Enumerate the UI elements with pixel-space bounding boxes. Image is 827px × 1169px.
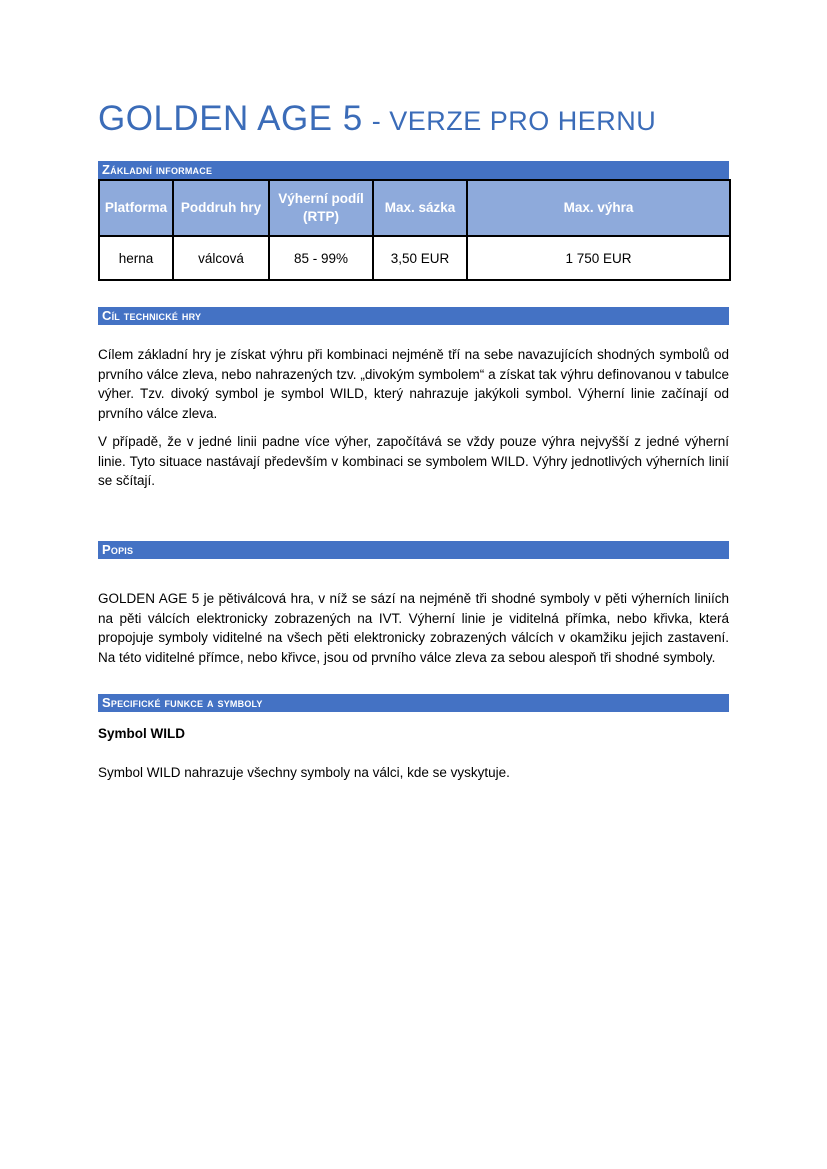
- table-header-row: [99, 180, 730, 236]
- section-header-label: Popis: [102, 541, 134, 557]
- table-header-max-vyhra: Max. výhra: [467, 180, 730, 236]
- paragraph-cil-2: V případě, že v jedné linii padne více výher, započítává se vždy pouze výhra nejvyšší z jedné výherní linie. Tyto situace nastávají především v kombinaci se symbolem WILD. Výhry jednotlivých výherních linií se sčítají.: [98, 433, 729, 489]
- page-title-main: GOLDEN AGE 5: [98, 99, 363, 138]
- section-header-label: Specifické funkce a symboly: [102, 694, 263, 710]
- document-content: [98, 0, 729, 782]
- table-cell-max-sazka: 3,50 EUR: [373, 236, 467, 280]
- table-cell-poddruh-hry: válcová: [173, 236, 269, 280]
- section-header-zakladni-informace: [98, 161, 729, 179]
- table-header-vyherni-podil: Výherní podíl (RTP): [269, 180, 373, 236]
- table-row: [99, 236, 730, 280]
- table-cell-platforma: herna: [99, 236, 173, 280]
- section-header-label: Základní informace: [102, 162, 213, 177]
- page-title-subtitle: - VERZE PRO HERNU: [371, 106, 657, 136]
- paragraph-cil-1: Cílem základní hry je získat výhru při kombinaci nejméně tří na sebe navazujících shodných symbolů od prvního válce zleva, nebo nahrazených tzv. „divokým symbolem“ a získat tak výhru definovanou v tabulce výher. Tzv. divoký symbol je symbol WILD, který nahrazuje jakýkoli symbol. Výherní linie začínají od prvního válce zleva.: [98, 347, 729, 422]
- table-cell-max-vyhra: 1 750 EUR: [467, 236, 730, 280]
- table-head: [99, 180, 730, 236]
- table-body: [99, 236, 730, 280]
- page-title: [98, 0, 729, 143]
- section-header-label: Cíl technické hry: [102, 308, 202, 323]
- subheading-symbol-wild: Symbol WILD: [98, 725, 185, 741]
- table-cell-vyherni-podil: 85 - 99%: [269, 236, 373, 280]
- section-header-popis: [98, 541, 729, 559]
- table-header-poddruh-hry: Poddruh hry: [173, 180, 269, 236]
- paragraph-popis: GOLDEN AGE 5 je pětiválcová hra, v níž se sází na nejméně tři shodné symboly v pěti výherních liniích na pěti válcích elektronicky zobrazených na IVT. Výherní linie je viditelná přímka, nebo křivka, která propojuje symboly viditelné na všech pěti elektronicky zobrazených válcích v okamžiku jejich zastavení. Na této viditelné přímce, nebo křivce, jsou od prvního válce zleva za sebou alespoň tři shodné symboly.: [98, 590, 729, 666]
- section-header-cil-technicke-hry: [98, 307, 729, 325]
- section-header-specificke-funkce: [98, 694, 729, 712]
- table-header-platforma: Platforma: [99, 180, 173, 236]
- basic-info-table: [98, 179, 731, 281]
- paragraph-symbol-wild: Symbol WILD nahrazuje všechny symboly na válci, kde se vyskytuje.: [98, 764, 510, 780]
- table-header-max-sazka: Max. sázka: [373, 180, 467, 236]
